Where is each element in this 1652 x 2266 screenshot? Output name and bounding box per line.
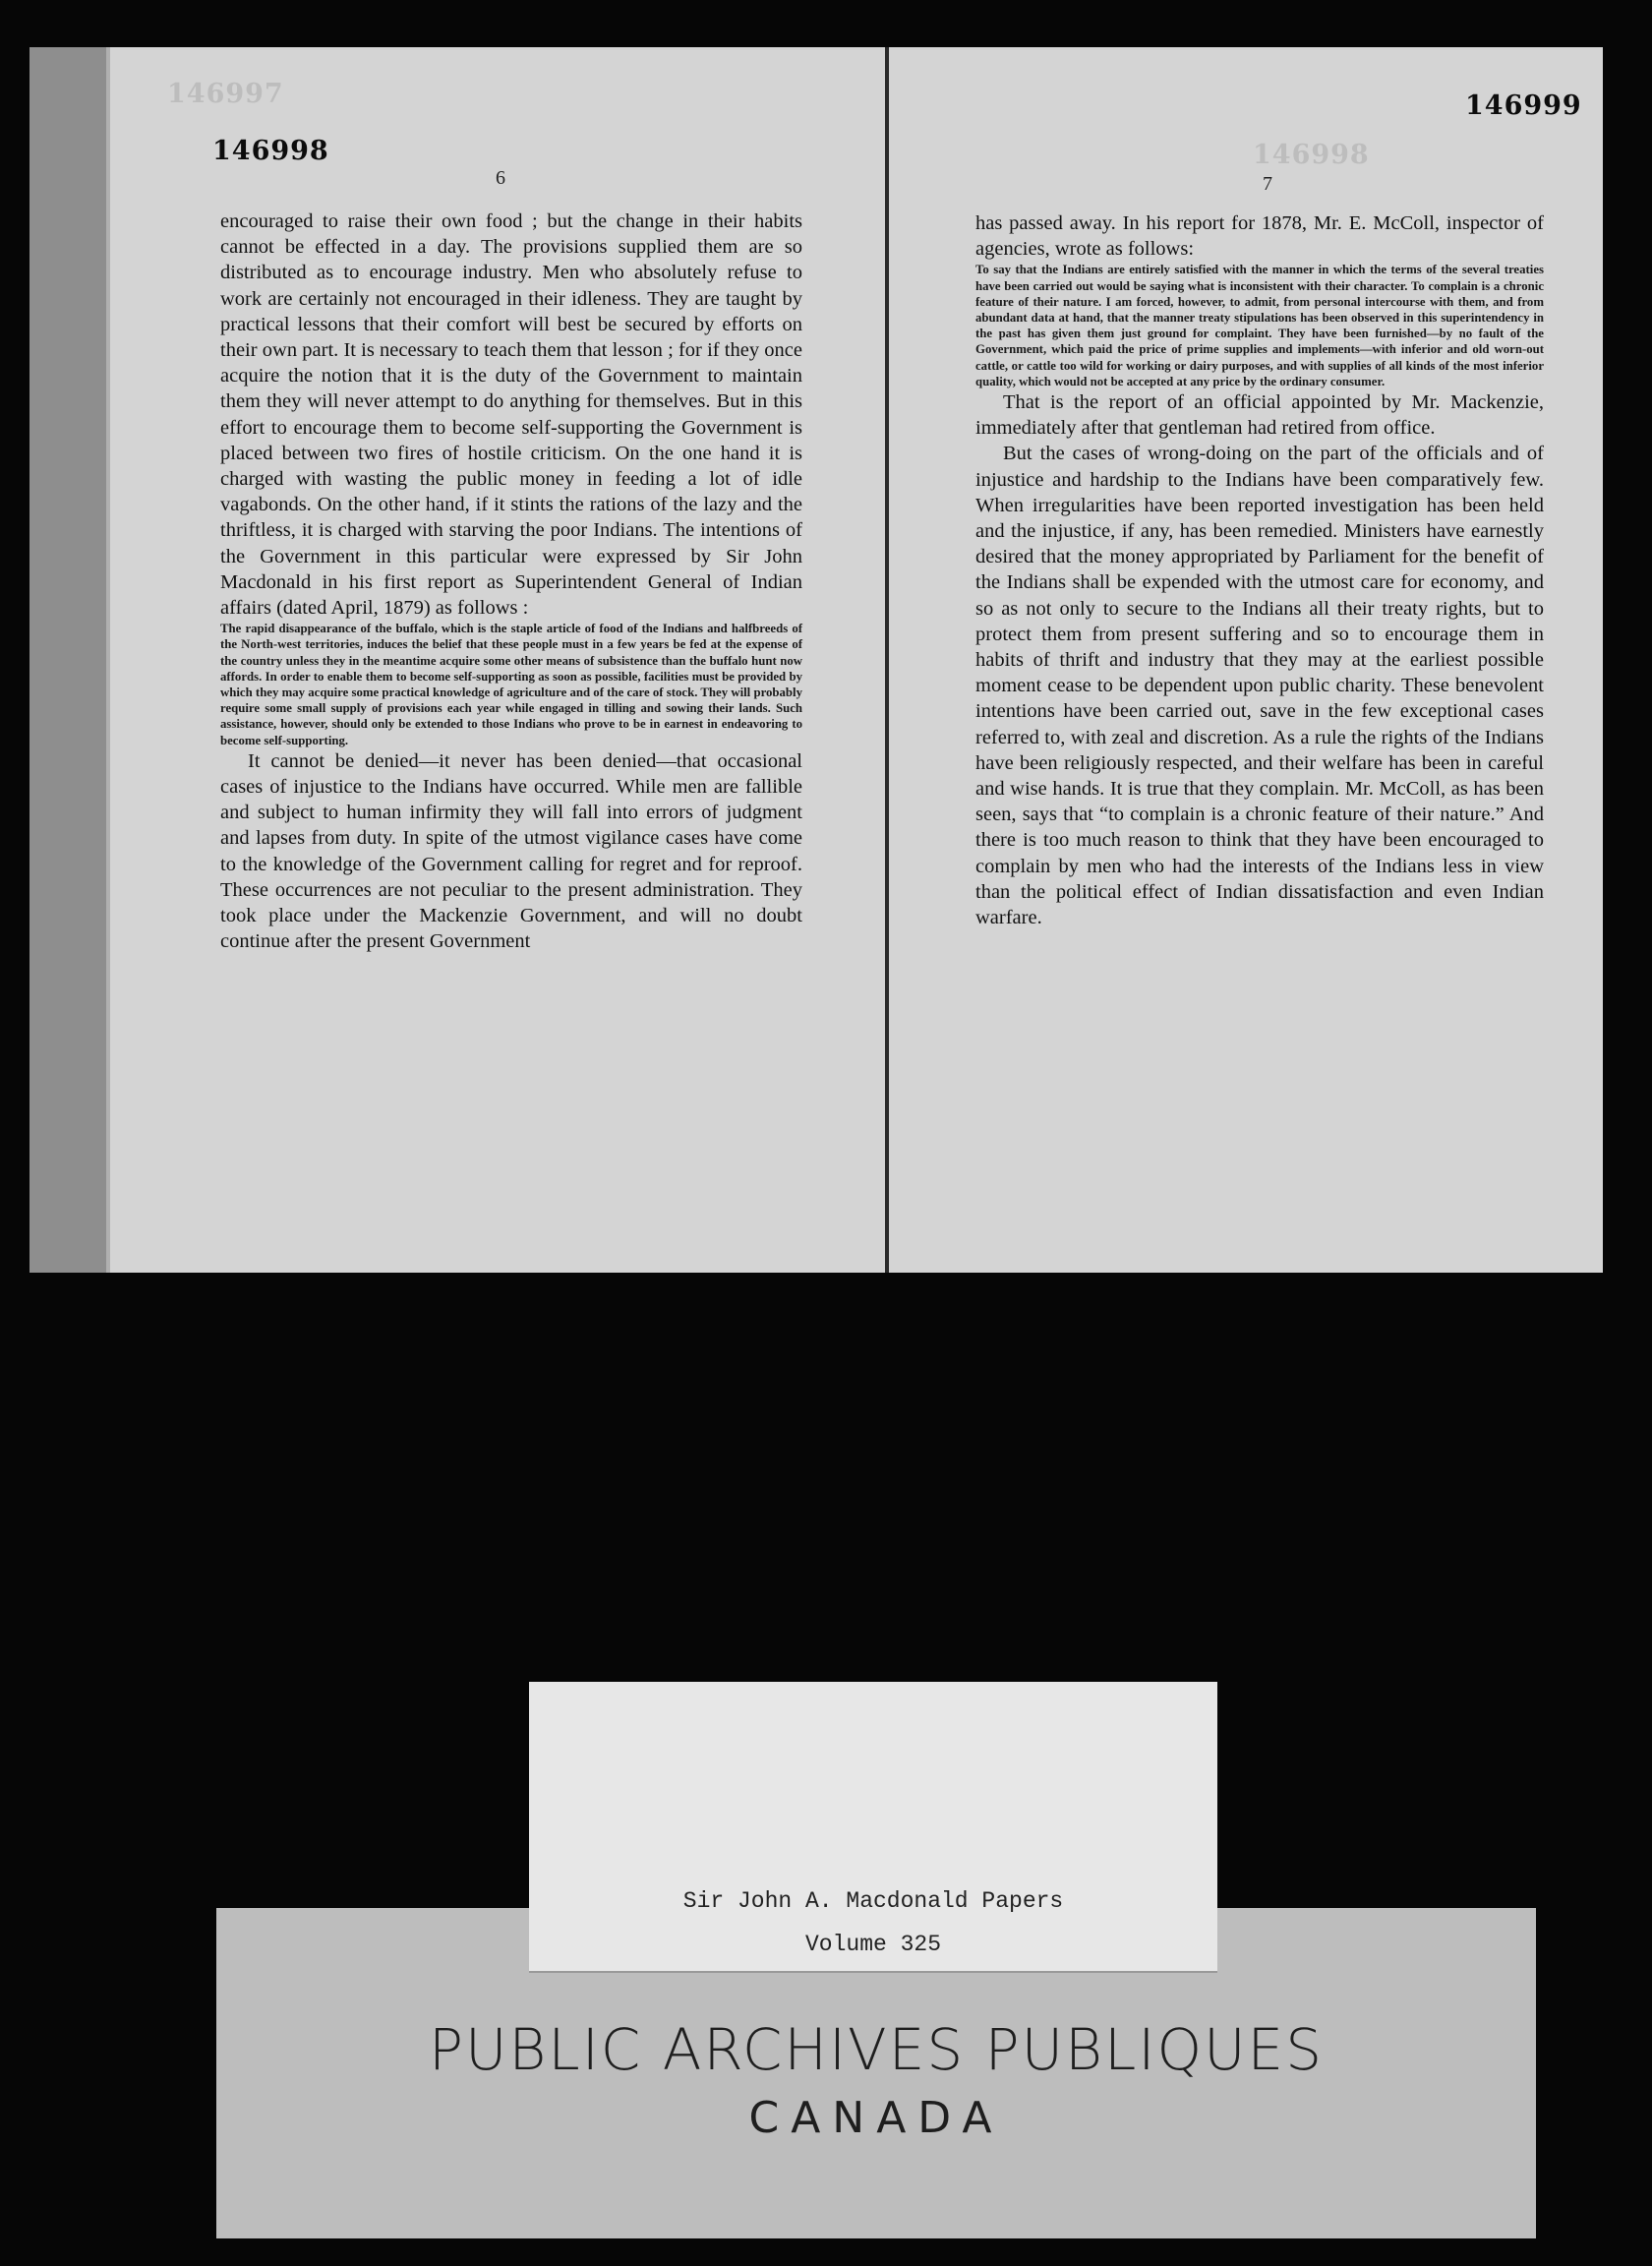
left-paragraph-2: It cannot be denied—it never has been denied—that occasional cases of injustice to the Indians have occurred. While men are fallible and subject to human infirmity they will fall into errors of judgment and lapses from duty. In spite of the utmost vigilance cases have come to the knowledge of the Government calling for regret and for reproof. These occurrences are not peculiar to the present administration. They took place under the Mackenzie Government, and will no doubt continue after the present Government <box>220 749 802 953</box>
left-ref-number: 146998 <box>212 136 329 166</box>
left-paragraph-1: encouraged to raise their own food ; but the change in their habits cannot be effected in a day. The provisions supplied them are so distributed as to encourage industry. Men who absolutely refuse to work are certainly not encouraged in their idleness. They are taught by practical lessons that their comfort will best be secured by efforts on their own part. It is necessary to teach them that lesson ; for if they once acquire the notion that it is the duty of the Government to maintain them they will never attempt to do anything for themselves. But in this effort to encourage them to become self-supporting the Government is placed between two fires of hostile criticism. On the one hand it is charged with wasting the public money in feeding a lot of idle vagabonds. On the other hand, if it stints the rations of the lazy and the thriftless, it is charged with starving the poor Indians. The intentions of the Government in this particular were expressed by Sir John Macdonald in his first report as Superintendent General of Indian affairs (dated April, 1879) as follows : <box>220 210 802 620</box>
right-ref-number: 146999 <box>1465 90 1582 121</box>
left-page-number: 6 <box>496 167 505 189</box>
right-paragraph-3: But the cases of wrong-doing on the part of the officials and of injustice and hardship to the Indians have been comparatively few. When irregularities have been reported investigation has been held and the injustice, if any, has been remedied. Ministers have earnestly desired that the money appropriated by Parliament for the benefit of the Indians shall be expended with the utmost care for economy, and so as not only to secure to the Indians all their treaty rights, but to protect them from present suffering and so to encourage them in habits of thrift and industry that they may at the earliest possible moment cease to be dependent upon public charity. These benevolent intentions have been carried out, save in the few exceptional cases referred to, with zeal and discretion. As a rule the rights of the Indians have been religiously respected, and their welfare has been in careful and wise hands. It is true that they complain. Mr. McColl, as has been seen, says that “to complain is a chronic feature of their nature.” And there is too much reason to think that they have been encouraged to complain by men who had the interests of the Indians less in view than the political effect of Indian dissatisfaction and even Indian warfare. <box>975 443 1544 929</box>
archive-country: CANADA <box>748 2093 1004 2143</box>
page-stack-edges <box>30 47 114 1273</box>
collection-name: Sir John A. Macdonald Papers <box>682 1888 1064 1914</box>
left-ghost-ref-number: 146997 <box>167 79 284 109</box>
right-page-number: 7 <box>1263 173 1272 195</box>
right-paragraph-2: That is the report of an official appointed by Mr. Mackenzie, immediately after that gentleman had retired from office. <box>975 391 1544 440</box>
left-block-quote: The rapid disappearance of the buffalo, which is the staple article of food of the Indians and halfbreeds of the North-west territories, induces the belief that these people must in a few years be fed at the expense of the country unless they in the meantime acquire some other means of subsistence than the buffalo hunt now affords. In order to enable them to become self-supporting as soon as possible, facilities must be provided by which they may acquire some practical knowledge of agriculture and of the care of stock. They will probably require some small supply of provisions each year while engaged in tilling and sowing their lands. Such assistance, however, should only be extended to those Indians who prove to be in earnest in endeavoring to become self-supporting. <box>220 622 802 747</box>
book-spread <box>30 47 1622 1273</box>
left-body <box>220 209 802 955</box>
left-page <box>110 47 887 1273</box>
right-block-quote: To say that the Indians are entirely satisfied with the manner in which the terms of the several treaties have been carried out would be saying what is inconsistent with their character. To complain is a chronic feature of their nature. I am forced, however, to admit, from personal intercourse with them, and from abundant data at hand, that the manner treaty stipulations has been observed in this superintendency in the past has given them just ground for complaint. They have been furnished—by no fault of the Government, which paid the price of prime supplies and implements—with inferior and old worn-out cattle, or cattle too wild for working or dairy purposes, and with supplies of all kinds of the most inferior quality, which would not be accepted at any price by the ordinary consumer. <box>975 263 1544 388</box>
collection-volume: Volume 325 <box>804 1932 942 1957</box>
right-ghost-ref-number: 146998 <box>1253 140 1370 170</box>
archive-title: PUBLIC ARCHIVES PUBLIQUES <box>428 2016 1325 2083</box>
right-body <box>975 210 1544 930</box>
right-paragraph-1: has passed away. In his report for 1878, Mr. E. McColl, inspector of agencies, wrote as follows: <box>975 212 1544 261</box>
collection-card <box>529 1682 1217 1973</box>
right-page <box>889 47 1603 1273</box>
